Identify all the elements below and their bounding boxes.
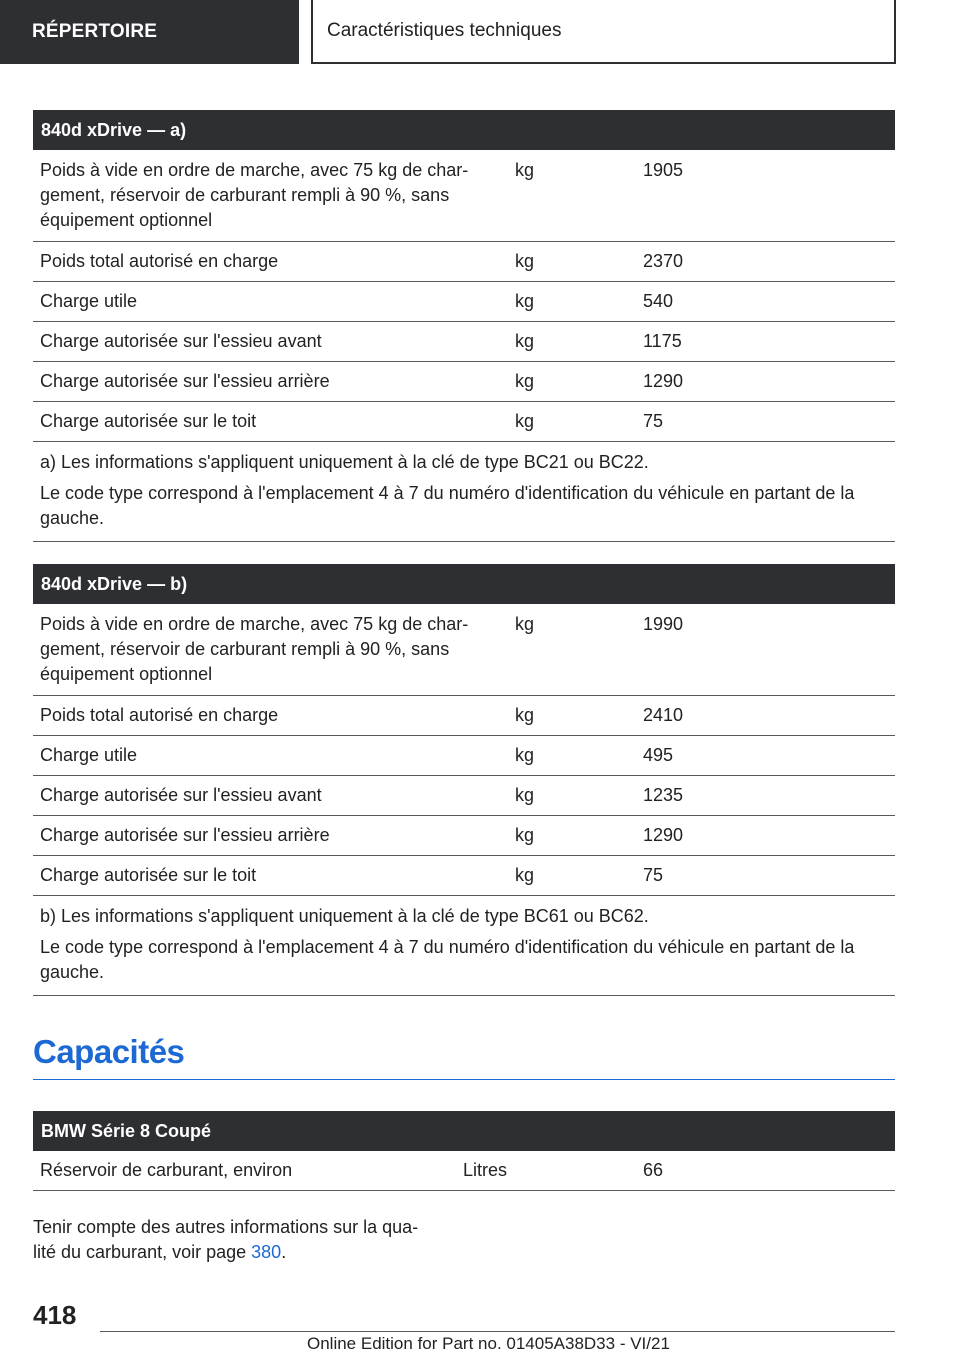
row-label: Charge autorisée sur l'essieu arrière <box>40 825 330 845</box>
row-label: Charge autorisée sur l'essieu avant <box>40 785 322 805</box>
table-row <box>33 402 895 442</box>
row-value: 1905 <box>643 160 684 180</box>
table-row <box>33 1151 895 1191</box>
note-end: . <box>281 1242 287 1262</box>
footnote-type-code: Le code type correspond à l'emplacement 4 à 7 du numéro d'identification du véhicule en partant de la gauche. <box>40 483 855 528</box>
footnote-type-code: Le code type correspond à l'emplacement 4 à 7 du numéro d'identification du véhicule en partant de la gauche. <box>40 937 855 982</box>
row-unit: kg <box>515 291 535 311</box>
row-unit: Litres <box>463 1160 508 1180</box>
fuel-quality-note <box>33 1215 453 1265</box>
row-value: 1290 <box>643 371 684 391</box>
row-value: 66 <box>643 1160 664 1180</box>
row-unit: kg <box>515 371 535 391</box>
row-value: 75 <box>643 411 664 431</box>
table-title: BMW Série 8 Coupé <box>33 1111 895 1151</box>
row-unit: kg <box>515 614 535 634</box>
table-row <box>33 696 895 736</box>
section-title-capacites: Capacités <box>33 1033 895 1080</box>
table-row <box>33 362 895 402</box>
header-section-tab[interactable] <box>0 0 299 64</box>
table-title: 840d xDrive — a) <box>33 110 895 150</box>
row-label: Poids à vide en ordre de marche, avec 75 kg de char- gement, réservoir de carburant rempli à 90 %, sans équipement optionnel <box>40 614 469 684</box>
page-number: 418 <box>33 1300 77 1330</box>
row-label: Réservoir de carburant, environ <box>40 1160 293 1180</box>
table-row <box>33 150 895 242</box>
footnote-key-type: a) Les informations s'appliquent uniquement à la clé de type BC21 ou BC22. <box>40 452 649 472</box>
table-row <box>33 242 895 282</box>
row-value: 1990 <box>643 614 684 634</box>
footnote-key-type: b) Les informations s'appliquent uniquement à la clé de type BC61 ou BC62. <box>40 906 649 926</box>
row-unit: kg <box>515 251 535 271</box>
row-label: Charge autorisée sur le toit <box>40 865 257 885</box>
header-section-label: RÉPERTOIRE <box>32 21 158 42</box>
row-value: 2410 <box>643 705 684 725</box>
row-unit: kg <box>515 705 535 725</box>
page-link-380[interactable]: 380 <box>251 1242 282 1262</box>
table-840d-b <box>33 564 895 996</box>
table-840d-a <box>33 110 895 542</box>
row-value: 1235 <box>643 785 684 805</box>
header-chapter-tab[interactable] <box>311 0 896 64</box>
row-label: Charge autorisée sur le toit <box>40 411 257 431</box>
footer-divider <box>100 1331 895 1332</box>
table-row <box>33 282 895 322</box>
note-text: Tenir compte des autres informations sur la qua- lité du carburant, voir page <box>33 1217 419 1262</box>
row-label: Charge autorisée sur l'essieu avant <box>40 331 322 351</box>
table-footnote <box>33 442 895 542</box>
table-row <box>33 776 895 816</box>
row-unit: kg <box>515 825 535 845</box>
row-label: Poids total autorisé en charge <box>40 251 279 271</box>
edition-info: Online Edition for Part no. 01405A38D33 - VI/21 <box>307 1334 670 1353</box>
table-row <box>33 736 895 776</box>
table-row <box>33 604 895 696</box>
row-label: Poids à vide en ordre de marche, avec 75 kg de char- gement, réservoir de carburant rempli à 90 %, sans équipement optionnel <box>40 160 469 230</box>
table-row <box>33 322 895 362</box>
row-label: Charge utile <box>40 745 138 765</box>
row-label: Poids total autorisé en charge <box>40 705 279 725</box>
table-footnote <box>33 896 895 996</box>
row-value: 1290 <box>643 825 684 845</box>
table-row <box>33 856 895 896</box>
row-unit: kg <box>515 785 535 805</box>
row-unit: kg <box>515 331 535 351</box>
table-title: 840d xDrive — b) <box>33 564 895 604</box>
row-unit: kg <box>515 865 535 885</box>
row-label: Charge autorisée sur l'essieu arrière <box>40 371 330 391</box>
row-label: Charge utile <box>40 291 138 311</box>
table-row <box>33 816 895 856</box>
row-value: 75 <box>643 865 664 885</box>
table-capacites <box>33 1111 895 1191</box>
row-value: 540 <box>643 291 674 311</box>
header-chapter-label: Caractéristiques techniques <box>327 20 562 41</box>
row-unit: kg <box>515 411 535 431</box>
row-value: 495 <box>643 745 674 765</box>
row-unit: kg <box>515 160 535 180</box>
row-value: 2370 <box>643 251 684 271</box>
row-value: 1175 <box>643 331 682 351</box>
row-unit: kg <box>515 745 535 765</box>
